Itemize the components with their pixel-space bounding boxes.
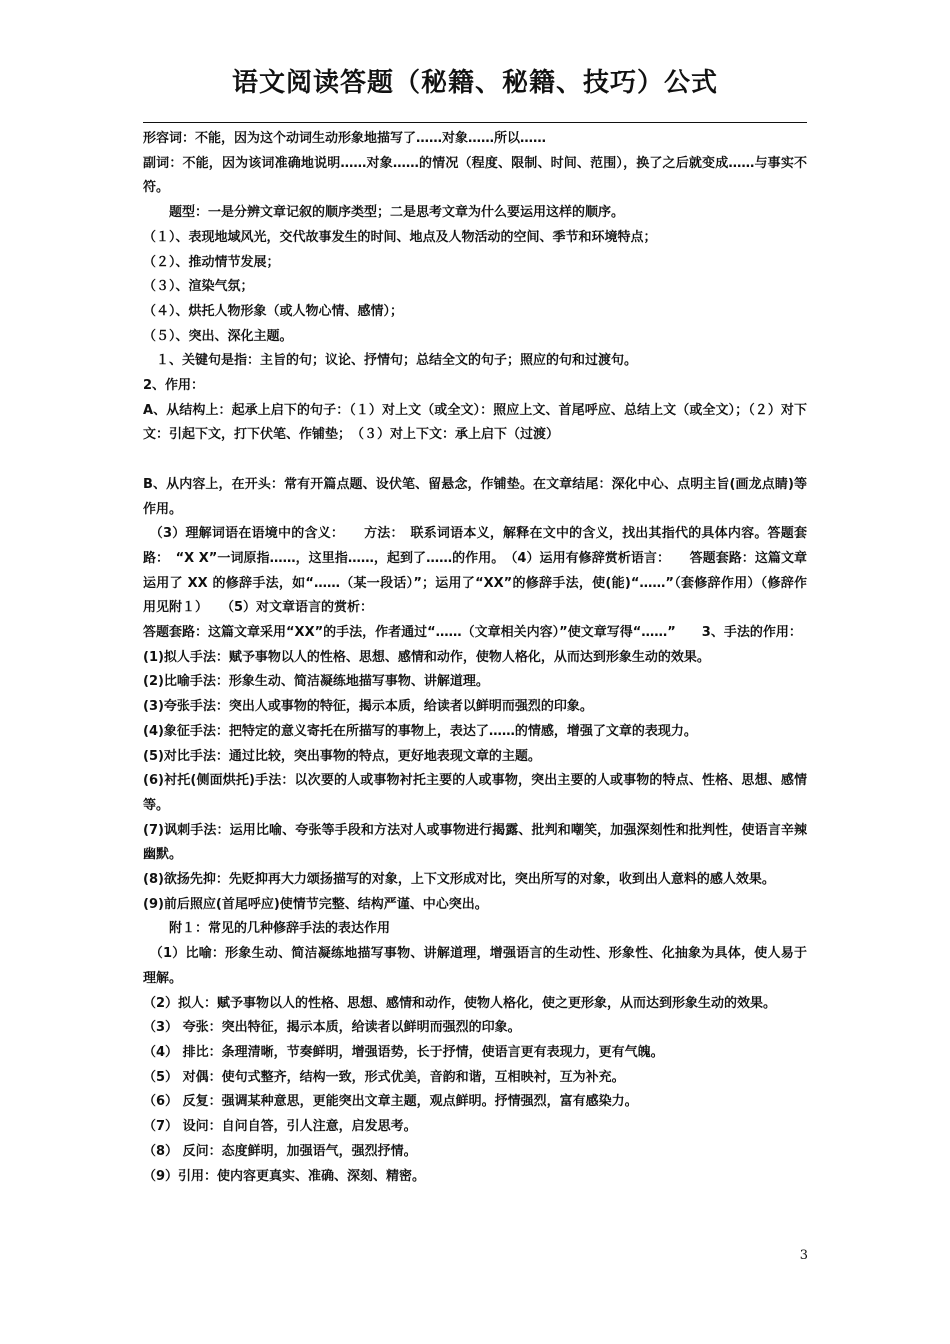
- text-line: (3)夸张手法：突出人或事物的特征，揭示本质，给读者以鲜明而强烈的印象。: [143, 699, 593, 715]
- text-line: (1)拟人手法：赋予事物以人的性格、思想、感情和动作，使物人格化，从而达到形象生动的效果。: [143, 649, 710, 665]
- text-line: （３）、渲染气氛；: [143, 279, 254, 295]
- title-divider: [143, 122, 807, 123]
- text-line: 2、作用：: [143, 378, 205, 394]
- text-line: （5） 对偶：使句式整齐，结构一致，形式优美，音韵和谐，互相映衬，互为补充。: [143, 1069, 625, 1085]
- text-line: (5)对比手法：通过比较，突出事物的特点，更好地表现文章的主题。: [143, 748, 541, 764]
- text-line: （５）、突出、深化主题。: [143, 328, 293, 344]
- text-line: (6)衬托(侧面烘托)手法：以次要的人或事物衬托主要的人或事物，突出主要的人或事物的特点、性格、思想、感情等。: [143, 773, 807, 813]
- text-line: （7） 设问：自问自答，引人注意，启发思考。: [143, 1119, 417, 1135]
- text-line: (2)比喻手法：形象生动、简洁凝练地描写事物、讲解道理。: [143, 674, 489, 690]
- text-line: （8） 反问：态度鲜明，加强语气，强烈抒情。: [143, 1143, 417, 1159]
- text-line: （3）理解词语在语境中的含义： 方法： 联系词语本义，解释在文中的含义，找出其指代的具体内容。答题套路： “X X”一词原指……，这里指……，起到了……的作用。 （4）运用有修辞赏析语言： 答题套路：这篇文章运用了 XX 的修辞手法，如“……（某一段话）”；运用了“XX”的修辞手法，使(能)“……”（套修辞作用）（修辞作用见附１） （5）对文章语言的赏析：: [143, 526, 807, 616]
- text-line: A、从结构上：起承上启下的句子：（１）对上文（或全文）：照应上文、首尾呼应、总结上文（或全文）；（２）对下文：引起下文，打下伏笔、作铺垫； （３）对上下文：承上启下（过渡）: [143, 402, 807, 443]
- text-line: (4)象征手法：把特定的意义寄托在所描写的事物上，表达了……的情感，增强了文章的表现力。: [143, 723, 697, 739]
- page-number: 3: [799, 1248, 808, 1263]
- text-line: 答题套路：这篇文章采用“XX”的手法，作者通过“……（文章相关内容）”使文章写得“……” 3、手法的作用：: [143, 625, 802, 641]
- text-line: （3） 夸张：突出特征，揭示本质，给读者以鲜明而强烈的印象。: [143, 1020, 521, 1036]
- text-line: (8)欲扬先抑：先贬抑再大力颂扬描写的对象，上下文形成对比，突出所写的对象，收到出人意料的感人效果。: [143, 872, 775, 888]
- paragraph-gap: [143, 448, 807, 473]
- text-line: 副词：不能，因为该词准确地说明……对象……的情况（程度、限制、时间、范围），换了之后就变成……与事实不符。: [143, 155, 807, 196]
- text-line: (7)讽刺手法：运用比喻、夸张等手段和方法对人或事物进行揭露、批判和嘲笑，加强深刻性和批判性，使语言辛辣幽默。: [143, 822, 807, 863]
- text-line: （6） 反复：强调某种意思，更能突出文章主题，观点鲜明。抒情强烈，富有感染力。: [143, 1094, 638, 1110]
- text-line: （2）拟人：赋予事物以人的性格、思想、感情和动作，使物人格化，使之更形象，从而达到形象生动的效果。: [143, 995, 777, 1011]
- document-title: 语文阅读答题（秘籍、秘籍、技巧）公式: [231, 68, 718, 98]
- text-line: 形容词：不能，因为这个动词生动形象地描写了……对象……所以……: [143, 131, 547, 146]
- text-line: (9)前后照应(首尾呼应)使情节完整、结构严谨、中心突出。: [143, 896, 488, 912]
- text-line: （２）、推动情节发展；: [143, 254, 280, 270]
- text-line: 附１：常见的几种修辞手法的表达作用: [143, 921, 391, 937]
- text-line: （１）、表现地域风光，交代故事发生的时间、地点及人物活动的空间、季节和环境特点；: [143, 229, 657, 245]
- text-line: １、关键句是指：主旨的句；议论、抒情句；总结全文的句子；照应的句和过渡句。: [143, 353, 638, 369]
- text-line: （4） 排比：条理清晰，节奏鲜明，增强语势，长于抒情，使语言更有表现力，更有气魄。: [143, 1045, 664, 1060]
- text-line: （1）比喻：形象生动、简洁凝练地描写事物、讲解道理，增强语言的生动性、形象性、化抽象为具体，使人易于理解。: [143, 946, 807, 986]
- text-line: （9）引用：使内容更真实、准确、深刻、精密。: [143, 1168, 426, 1184]
- text-line: （４）、烘托人物形象（或人物心情、感情）；: [143, 303, 404, 319]
- document-body: [143, 127, 807, 1189]
- text-line: B、从内容上，在开头：常有开篇点题、设伏笔、留悬念，作铺垫。在文章结尾：深化中心、点明主旨(画龙点睛)等作用。: [143, 476, 807, 517]
- text-line: 题型：一是分辨文章记叙的顺序类型；二是思考文章为什么要运用这样的顺序。: [143, 205, 625, 221]
